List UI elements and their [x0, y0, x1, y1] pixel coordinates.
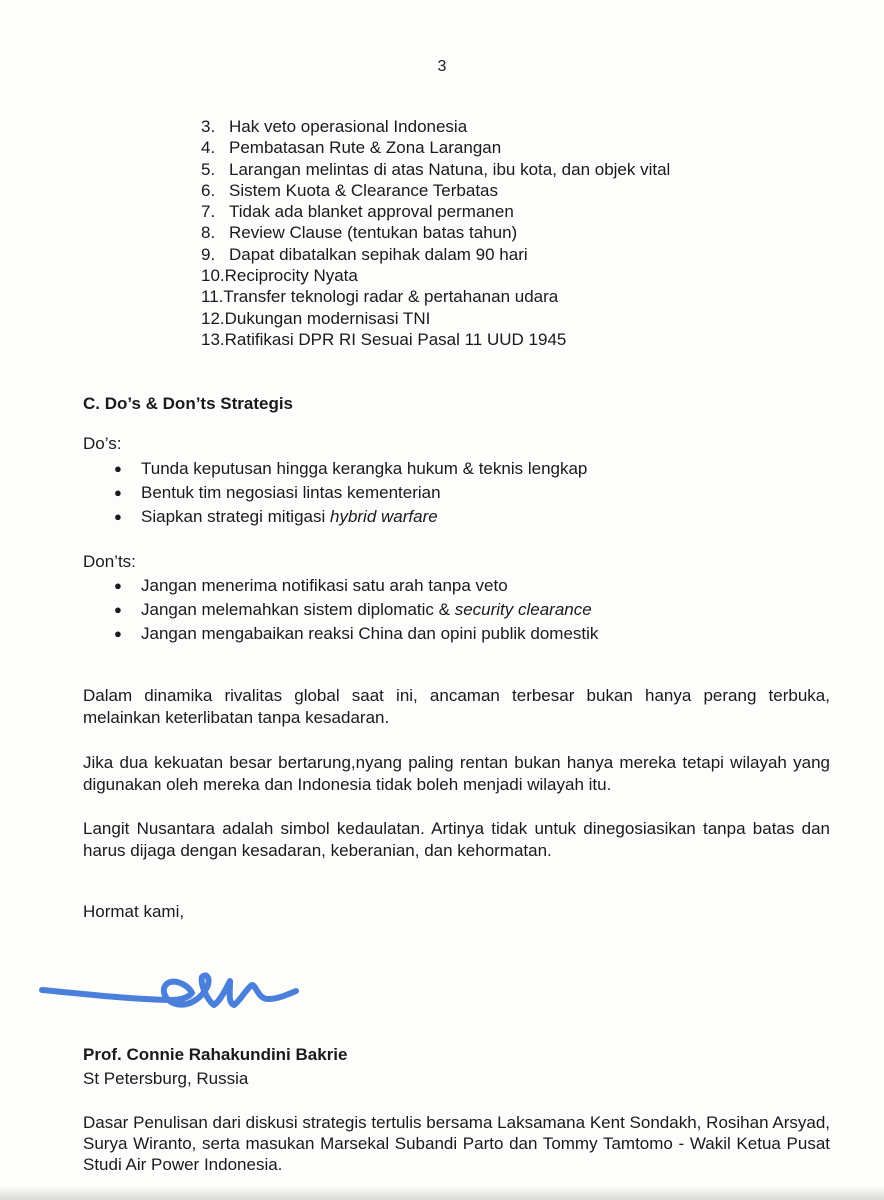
- numbered-list: [201, 116, 670, 350]
- list-item: [201, 329, 670, 350]
- list-item-number: 7.: [201, 202, 216, 222]
- list-item: [114, 505, 587, 529]
- list-item-text: Hak veto operasional Indonesia: [229, 117, 468, 136]
- list-item: [201, 308, 670, 329]
- list-item-text: Bentuk tim negosiasi lintas kementerian: [141, 483, 441, 502]
- list-item-text: Reciprocity Nyata: [224, 266, 358, 286]
- list-item-text: Larangan melintas di atas Natuna, ibu kota, dan objek vital: [229, 159, 671, 179]
- donts-list: [114, 574, 598, 646]
- bullet-icon: ●: [114, 509, 122, 524]
- paragraph: Dalam dinamika rivalitas global saat ini, ancaman terbesar bukan hanya perang terbuka, melainkan keterlibatan tanpa kesadaran.: [83, 686, 830, 727]
- list-item-number: 3.: [201, 117, 216, 136]
- paragraph: Langit Nusantara adalah simbol kedaulatan. Artinya tidak untuk dinegosiasikan tanpa batas dan harus dijaga dengan kesadaran, keberanian, dan kehormatan.: [83, 819, 830, 860]
- list-item: [201, 116, 670, 137]
- list-item: [114, 574, 598, 598]
- page-number: 3: [437, 58, 447, 75]
- list-item: [201, 201, 670, 222]
- list-item: [201, 137, 670, 158]
- list-item-text: Review Clause (tentukan batas tahun): [229, 223, 518, 243]
- list-item-number: 9.: [201, 244, 216, 264]
- donts-label: Don’ts:: [83, 552, 136, 571]
- list-item-text: Tunda keputusan hingga kerangka hukum & teknis lengkap: [141, 459, 588, 478]
- list-item-text: Transfer teknologi radar & pertahanan udara: [223, 287, 559, 307]
- list-item: [201, 244, 670, 265]
- closing: Hormat kami,: [83, 902, 185, 921]
- dos-list: [114, 457, 587, 529]
- signature-icon: [30, 955, 320, 1025]
- list-item-text: Dapat dibatalkan sepihak dalam 90 hari: [229, 244, 528, 264]
- bullet-icon: ●: [114, 461, 122, 476]
- list-item: [114, 598, 598, 622]
- list-item: [201, 222, 670, 243]
- list-item: [201, 159, 670, 180]
- list-item-number: 13.: [201, 329, 225, 349]
- list-item: [201, 265, 670, 286]
- list-item-number: 8.: [201, 223, 216, 243]
- signer-location: St Petersburg, Russia: [83, 1069, 249, 1088]
- list-item: [114, 481, 587, 505]
- list-item-italic-text: security clearance: [454, 600, 592, 619]
- list-item-number: 11.: [201, 287, 224, 307]
- list-item-number: 6.: [201, 180, 216, 200]
- list-item-text: Jangan mengabaikan reaksi China dan opini publik domestik: [141, 624, 599, 643]
- list-item-text: Siapkan strategi mitigasi: [141, 507, 330, 526]
- list-item-text: Jangan menerima notifikasi satu arah tanpa veto: [141, 576, 508, 595]
- page-edge-shadow: [0, 1186, 884, 1200]
- paragraph: Jika dua kekuatan besar bertarung,nyang paling rentan bukan hanya mereka tetapi wilayah yang digunakan oleh mereka dan Indonesia tidak boleh menjadi wilayah itu.: [83, 753, 830, 794]
- list-item: [114, 622, 598, 646]
- signer-name: Prof. Connie Rahakundini Bakrie: [83, 1045, 348, 1064]
- list-item-number: 4.: [201, 138, 216, 158]
- bullet-icon: ●: [114, 578, 122, 593]
- bullet-icon: ●: [114, 626, 122, 641]
- list-item-number: 10.: [201, 266, 225, 286]
- list-item-text: Jangan melemahkan sistem diplomatic &: [141, 600, 455, 619]
- footnote: Dasar Penulisan dari diskusi strategis tertulis bersama Laksamana Kent Sondakh, Rosihan Arsyad, Surya Wiranto, serta masukan Marsekal Subandi Parto dan Tommy Tamtomo - Wakil Ketua Pusat Studi Air Power Indonesia.: [83, 1113, 830, 1174]
- list-item-text: Dukungan modernisasi TNI: [224, 308, 431, 328]
- list-item-text: Tidak ada blanket approval permanen: [229, 202, 514, 222]
- dos-label: Do’s:: [83, 434, 122, 453]
- list-item-number: 5.: [201, 159, 216, 179]
- bullet-icon: ●: [114, 602, 122, 617]
- list-item: [114, 457, 587, 481]
- bullet-icon: ●: [114, 485, 122, 500]
- list-item-number: 12.: [201, 308, 225, 328]
- section-heading: C. Do’s & Don’ts Strategis: [83, 394, 294, 413]
- list-item-text: Ratifikasi DPR RI Sesuai Pasal 11 UUD 1945: [224, 329, 567, 349]
- list-item: [201, 180, 670, 201]
- list-item-text: Pembatasan Rute & Zona Larangan: [229, 138, 502, 158]
- list-item-italic-text: hybrid warfare: [329, 507, 438, 526]
- list-item: [201, 286, 670, 307]
- list-item-text: Sistem Kuota & Clearance Terbatas: [229, 180, 498, 200]
